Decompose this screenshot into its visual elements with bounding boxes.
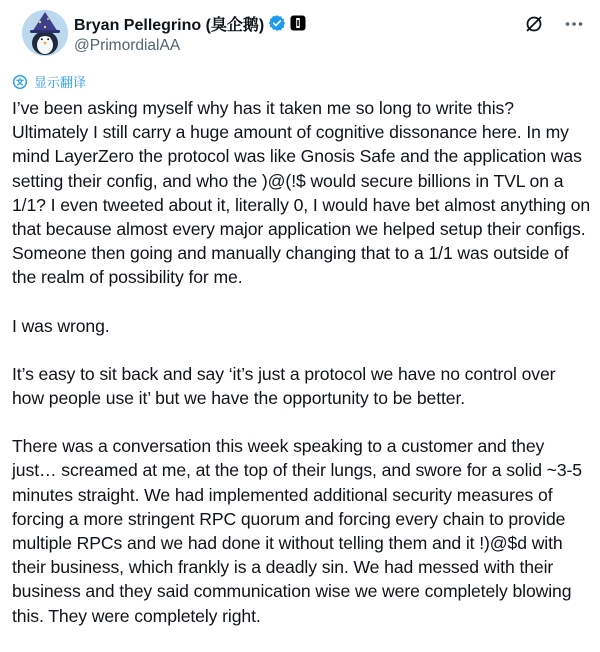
show-translation-label: 显示翻译 <box>34 75 87 90</box>
author-block <box>74 12 306 55</box>
grok-icon[interactable] <box>524 14 544 34</box>
tweet-text <box>12 96 592 652</box>
show-translation-link[interactable] <box>12 72 86 91</box>
name-row <box>74 12 306 34</box>
tweet-paragraph-4: There was a conversation this week speaking to a customer and they just… screamed at me, at the top of their lungs, and swore for a solid ~3-5 minutes straight. We had implemented additional security measures of forcing a more stringent RPC quorum and forcing every chain to provide multiple RPCs and we had done it without telling them and it !)@$d with their business, which frankly is a deadly sin. We had messed with their business and they said communication wise we were completely blowing this. They were completely right. <box>12 436 582 626</box>
verified-badge-icon <box>268 14 286 32</box>
author-handle[interactable]: @PrimordialAA <box>74 37 181 54</box>
more-icon[interactable] <box>564 14 584 34</box>
avatar[interactable] <box>22 10 68 56</box>
header-actions <box>524 14 584 34</box>
affiliate-badge-icon[interactable] <box>290 15 306 31</box>
tweet-paragraph-1: I’ve been asking myself why has it taken me so long to write this? Ultimately I still carry a huge amount of cognitive dissonance here. In my mind LayerZero the protocol was like Gnosis Safe and the application was setting their config, and who the )@(!$ would secure billions in TVL on a 1/1? I even tweeted about it, literally 0, I would have bet almost anything on that because almost every major application we helped setup their configs. Someone then going and manually changing that to a 1/1 was outside of the realm of possibility for me. <box>12 98 591 288</box>
tweet-paragraph-2: I was wrong. <box>12 315 110 336</box>
tweet-paragraph-3: It’s easy to sit back and say ‘it’s just a protocol we have no control over how people use it’ but we have the opportunity to be better. <box>12 363 556 409</box>
tweet-header <box>12 0 600 66</box>
translate-icon <box>12 74 28 90</box>
author-display-name[interactable]: Bryan Pellegrino (臭企鹅) <box>74 16 265 34</box>
